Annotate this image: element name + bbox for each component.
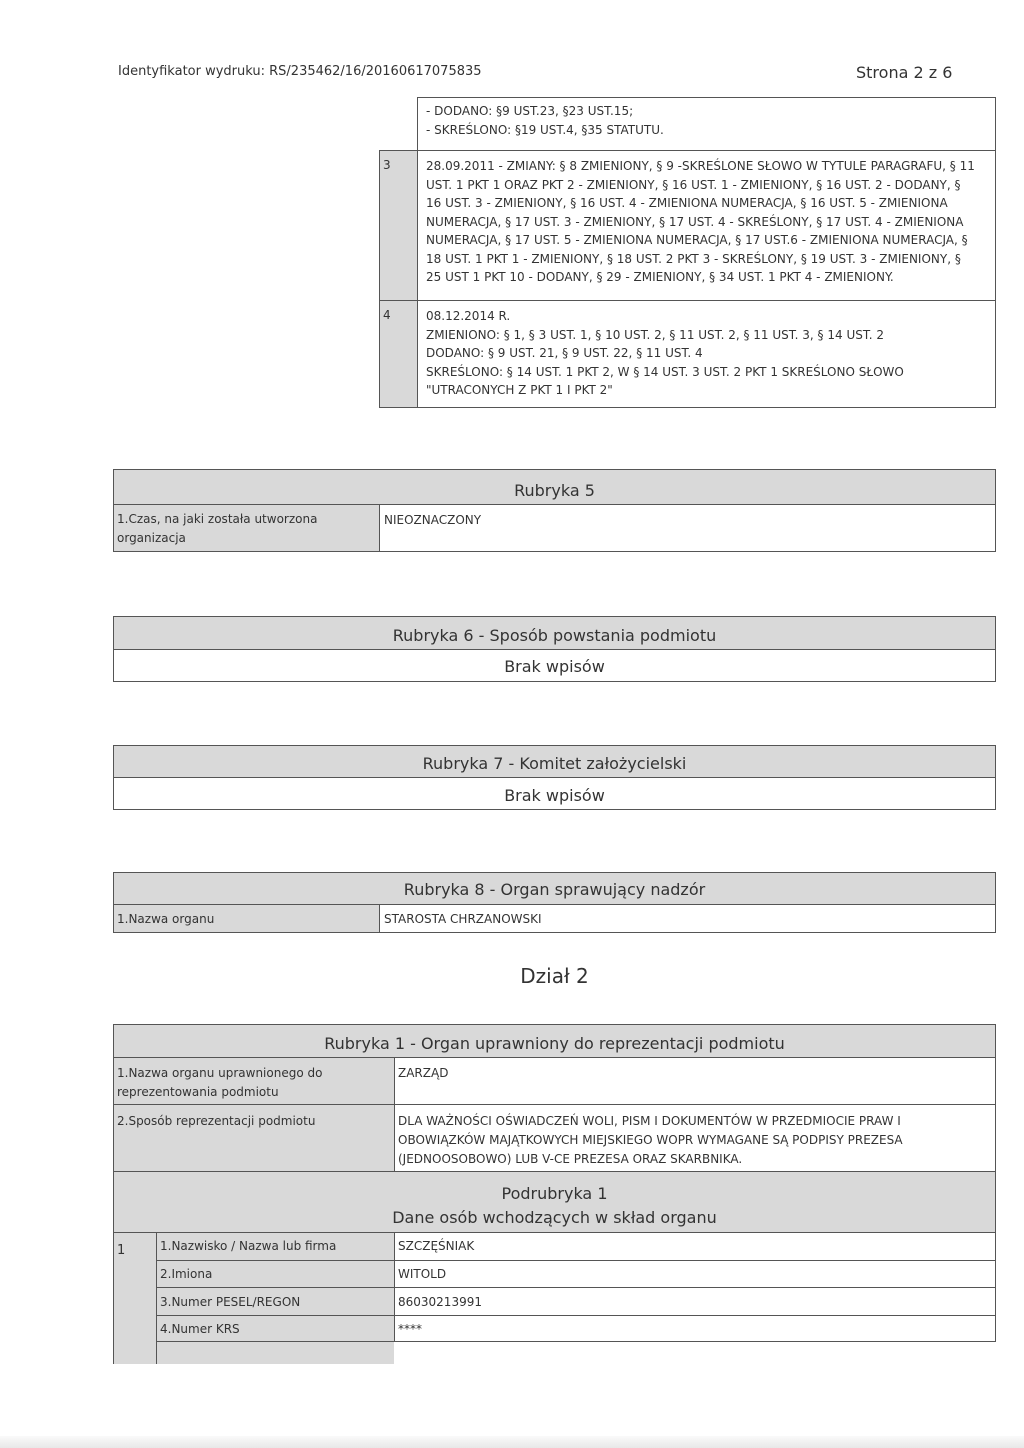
person-field-value: **** bbox=[398, 1322, 422, 1336]
scan-edge bbox=[0, 1436, 1024, 1448]
print-identifier: Identyfikator wydruku: RS/235462/16/20160617075835 bbox=[118, 64, 482, 79]
rubryka-7-title: Rubryka 7 - Komitet założycielski bbox=[422, 754, 687, 773]
rubryka-5-label: 1.Czas, na jaki została utworzona organizacja bbox=[117, 512, 318, 545]
rubryka-8-value: STAROSTA CHRZANOWSKI bbox=[384, 912, 542, 926]
rubryka-8-label: 1.Nazwa organu bbox=[117, 912, 215, 926]
section-title: Dział 2 bbox=[520, 964, 589, 988]
dzial-2-rubryka-1-title: Rubryka 1 - Organ uprawniony do reprezentacji podmiotu bbox=[324, 1034, 785, 1053]
representation-value: DLA WAŻNOŚCI OŚWIADCZEŃ WOLI, PISM I DOKUMENTÓW W PRZEDMIOCIE PRAW I OBOWIĄZKÓW MAJĄTKOWYCH MIEJSKIEGO WOPR WYMAGANE SĄ PODPISY PREZESA (JEDNOOSOBOWO) LUB V-CE PREZESA ORAZ SKARBNIKA. bbox=[398, 1114, 903, 1166]
change-row-text: 28.09.2011 - ZMIANY: § 8 ZMIENIONY, § 9 -SKREŚLONE SŁOWO W TYTULE PARAGRAFU, § 11 UST. 1 PKT 1 ORAZ PKT 2 - ZMIENIONY, § 16 UST. 1 - ZMIENIONY, § 16 UST. 2 - DODANY, § 16 UST. 3 - ZMIENIONY, § 16 UST. 4 - ZMIENIONA NUMERACJA, § 16 UST. 5 - ZMIENIONA NUMERACJA, § 17 UST. 3 - ZMIENIONY, § 17 UST. 4 - SKREŚLONY, § 17 UST. 4 - ZMIENIONA NUMERACJA, § 17 UST. 5 - ZMIENIONA NUMERACJA, § 17 UST.6 - ZMIENIONA NUMERACJA, § 18 UST. 1 PKT 1 - ZMIENIONY, § 18 UST. 2 PKT 3 - SKREŚLONY, § 19 UST. 3 - ZMIENIONY, § 25 UST 1 PKT 10 - DODANY, § 29 - ZMIENIONY, § 34 UST. 1 PKT 4 - ZMIENIONY. bbox=[426, 159, 975, 284]
change-row-text: 08.12.2014 R. ZMIENIONO: § 1, § 3 UST. 1, § 10 UST. 2, § 11 UST. 2, § 11 UST. 3, § 14 UST. 2 DODANO: § 9 UST. 21, § 9 UST. 22, § 11 UST. 4 SKREŚLONO: § 14 UST. 1 PKT 2, W § 14 UST. 3 UST. 2 PKT 1 SKREŚLONO SŁOWO "UTRACONYCH Z PKT 1 I PKT 2" bbox=[426, 309, 904, 397]
change-row-number: 3 bbox=[383, 158, 391, 172]
representation-label: 2.Sposób reprezentacji podmiotu bbox=[117, 1114, 316, 1128]
rubryka-5-title: Rubryka 5 bbox=[514, 481, 595, 500]
rubryka-5-value: NIEOZNACZONY bbox=[384, 513, 482, 527]
organ-name-value: ZARZĄD bbox=[398, 1066, 449, 1080]
page-number: Strona 2 z 6 bbox=[856, 63, 953, 82]
rubryka-8-title: Rubryka 8 - Organ sprawujący nadzór bbox=[403, 880, 706, 899]
person-field-label: 4.Numer KRS bbox=[160, 1322, 240, 1336]
changes-top-text: - DODANO: §9 UST.23, §23 UST.15; - SKREŚLONO: §19 UST.4, §35 STATUTU. bbox=[426, 104, 664, 137]
person-field-value: WITOLD bbox=[398, 1267, 447, 1281]
podrubryka-title: Podrubryka 1 Dane osób wchodzących w skład organu bbox=[392, 1184, 717, 1227]
rubryka-7-empty: Brak wpisów bbox=[504, 786, 605, 805]
person-number: 1 bbox=[117, 1243, 126, 1258]
person-field-label: 2.Imiona bbox=[160, 1267, 213, 1281]
person-field-value: SZCZĘŚNIAK bbox=[398, 1239, 475, 1253]
rubryka-6-title: Rubryka 6 - Sposób powstania podmiotu bbox=[392, 626, 717, 645]
organ-name-label: 1.Nazwa organu uprawnionego do reprezentowania podmiotu bbox=[117, 1066, 323, 1099]
change-row-number: 4 bbox=[383, 308, 391, 322]
person-field-value: 86030213991 bbox=[398, 1295, 482, 1309]
person-field-label: 1.Nazwisko / Nazwa lub firma bbox=[160, 1239, 337, 1253]
person-field-label: 3.Numer PESEL/REGON bbox=[160, 1295, 301, 1309]
rubryka-6-empty: Brak wpisów bbox=[504, 657, 605, 676]
